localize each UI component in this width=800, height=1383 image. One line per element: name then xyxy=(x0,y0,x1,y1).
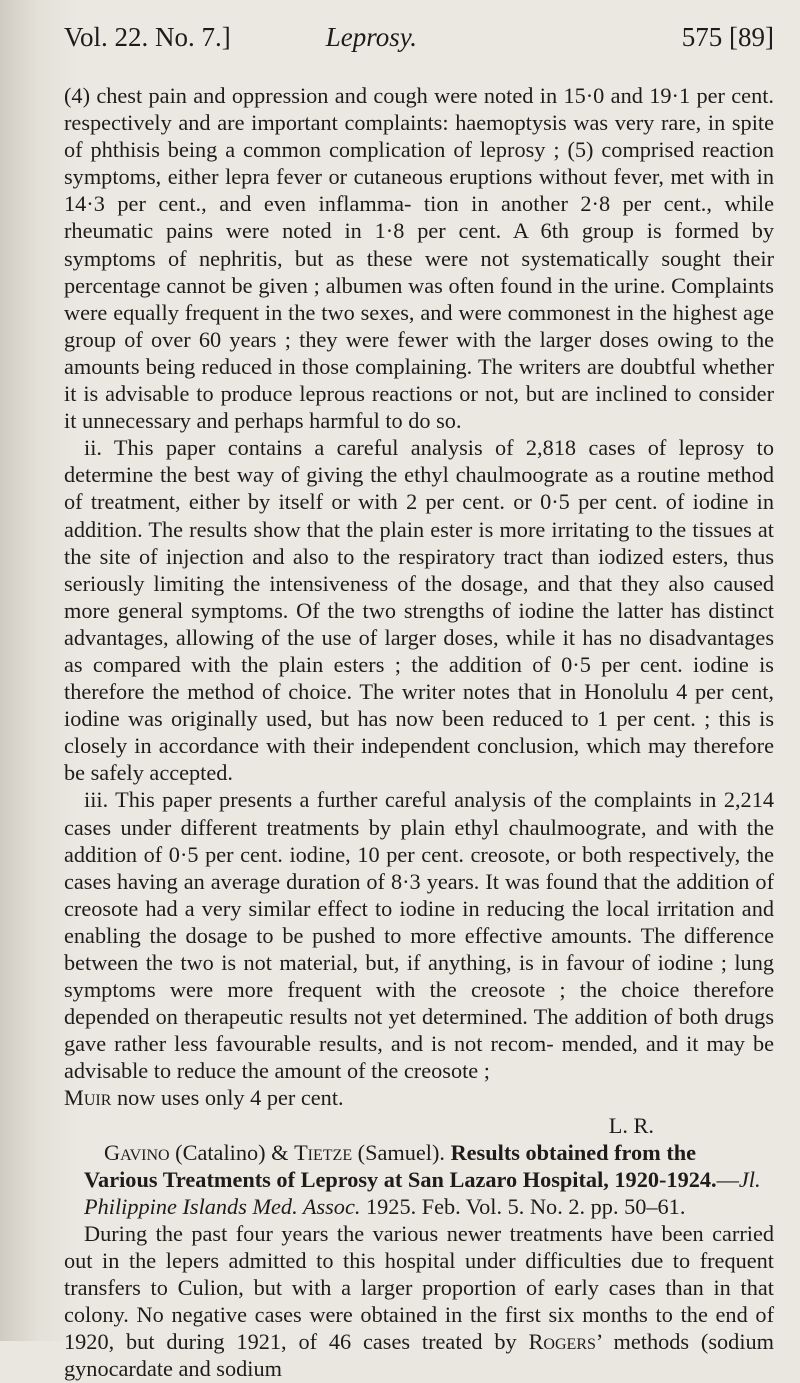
abstract-text-end: ’ methods (sodium gynocardate and sodium xyxy=(64,1329,775,1382)
citation-author-2: Tietze xyxy=(294,1139,353,1165)
body-text xyxy=(64,82,774,1383)
journal-volume: Vol. 22. No. 7.] xyxy=(64,22,231,52)
citation xyxy=(64,1139,774,1220)
paragraph-section-ii: ii. This paper contains a careful analysis of 2,818 cases of leprosy to determine the best way of giving the ethyl chaulmoograte as a routine method of treatment, either by itself or with 2 per cent. or 0·5 per cent. of iodine in addition. The results show that the plain ester is more irritating to the tissues at the site of injection and also to the respiratory tract than iodized esters, thus seriously limiting the intensiveness of the dosage, and that they also caused more general symptoms. Of the two strengths of iodine the latter has distinct advantages, allowing of the use of larger doses, while it has no disadvantages as compared with the plain esters ; the addition of 0·5 per cent. iodine is therefore the method of choice. The writer notes that in Honolulu 4 per cent, iodine was originally used, but has now been reduced to 1 per cent. ; this is closely in accordance with their independent conclusion, which may therefore be safely accepted. xyxy=(64,435,774,786)
citation-author-2-given: (Samuel). xyxy=(352,1139,451,1165)
page-number: 575 [89] xyxy=(681,22,774,52)
abstract-text: During the past four years the various newer treatments have been carried out in the lepers admitted to this hospital under difficulties due to frequent transfers to Culion, but with a larger proportion of early cases than in that colony. No negative cases were obtained in the first six months to the end of 1920, but during 1921, of 46 cases treated by xyxy=(64,1220,774,1355)
citation-dash: — xyxy=(716,1166,739,1192)
paragraph-section-iii xyxy=(64,786,774,1111)
reviewer-initials: L. R. xyxy=(608,1112,654,1138)
author-name-muir: Muir xyxy=(64,1085,112,1111)
citation-journal: Jl. Philippine Islands Med. Assoc. xyxy=(84,1166,761,1219)
citation-journal-details: 1925. Feb. Vol. 5. No. 2. pp. 50–61. xyxy=(360,1193,686,1219)
abstract-paragraph xyxy=(64,1220,774,1383)
paragraph-complaints: (4) chest pain and oppression and cough were noted in 15·0 and 19·1 per cent. respectively and are important complaints: haemoptysis was very rare, in spite of phthisis being a common complication of leprosy ; (5) comprised reaction symptoms, either lepra fever or cutaneous eruptions without fever, met with in 14·3 per cent., and even inflamma- tion in another 2·8 per cent., while rheumatic pains were noted in 1·8 per cent. A 6th group is formed by symptoms of nephritis, but as these were not systematically sought their percentage cannot be given ; albumen was often found in the urine. Complaints were equally frequent in the two sexes, and were commonest in the highest age group of over 60 years ; they were fewer with the larger doses owing to the amounts being reduced in those complaining. The writers are doubtful whether it is advisable to produce leprous reactions or not, but are inclined to consider it unnecessary and perhaps harmful to do so. xyxy=(64,83,774,434)
section-iii-ending: now uses only 4 per cent. xyxy=(111,1085,344,1111)
citation-title: Results obtained from the Various Treatments of Leprosy at San Lazaro Hospital, 1920-1924. xyxy=(84,1139,717,1192)
section-title: Leprosy. xyxy=(325,22,418,52)
author-name-rogers: Rogers xyxy=(528,1329,596,1355)
citation-author-1-given: (Catalino) & xyxy=(169,1139,295,1165)
running-header xyxy=(64,22,774,60)
section-iii-text: iii. This paper presents a further careful analysis of the complaints in 2,214 cases under different treatments by plain ethyl chaulmoograte, and with the addition of 0·5 per cent. iodine, 10 per cent. creosote, or both respectively, the cases having an average duration of 8·3 years. It was found that the addition of creosote had a very similar effect to iodine in reducing the local irritation and enabling the dosage to be pushed to more effective amounts. The difference between the two is not material, but, if anything, is in favour of iodine ; lung symptoms were more frequent with the creosote ; the choice therefore depended on therapeutic results not yet determined. The addition of both drugs gave rather less favourable results, and is not recom- mended, and it may be advisable to reduce the amount of the creosote ; xyxy=(64,787,774,1084)
citation-author-1: Gavino xyxy=(104,1139,170,1165)
